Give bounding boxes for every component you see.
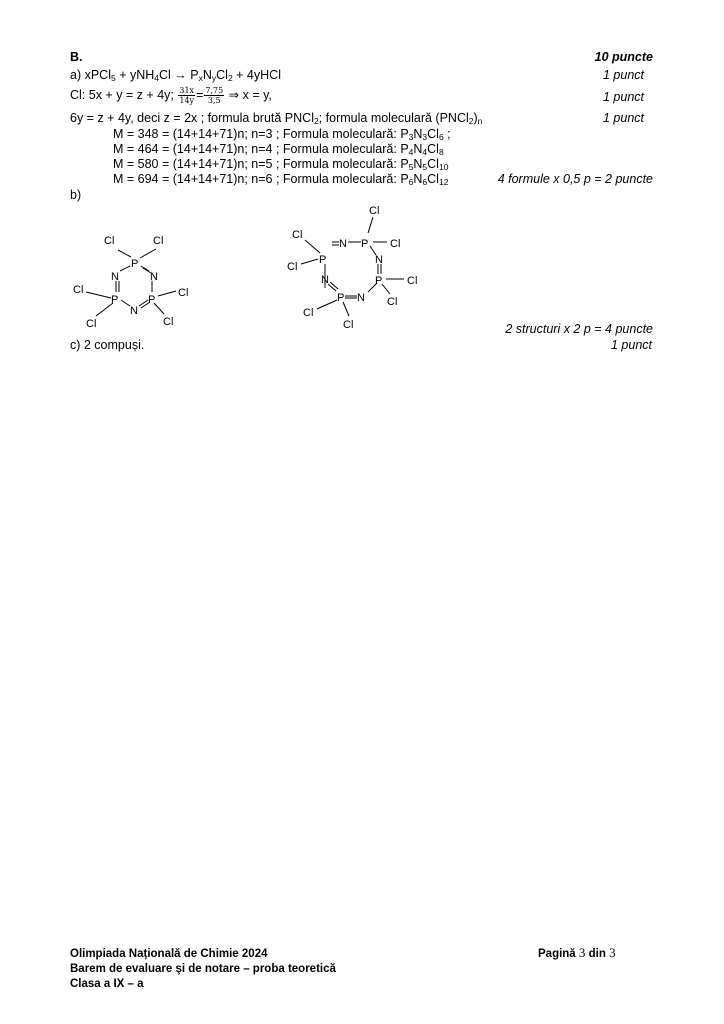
tetramer-cl-3: Cl (390, 238, 401, 250)
part-b-label: b) (70, 188, 82, 202)
score-formulas: 4 formule x 0,5 p = 2 puncte (497, 172, 653, 186)
reaction-equation: a) xPCl$_5$ + $yNH_4Cl \to P_xN_yCl_2$ + 4yHCl (70, 68, 281, 83)
tetramer-cl-8: Cl (343, 319, 354, 331)
molecular-formula-n6: M = 694 = (14+14+71)n; n=6 ; Formula moleculară: $P_6N_6Cl_{12}$ (113, 172, 449, 187)
trimer-p-right: P (148, 294, 156, 306)
chlorine-balance: Cl: 5x + y = z + 4y; $\frac{31x}{14y}$ = $\frac{7,75}{3,5}$ ⇒ x = y, (70, 86, 272, 106)
trimer-cl-3: Cl (73, 284, 84, 296)
trimer-cl-2: Cl (153, 235, 164, 247)
tetramer-n-top: N (339, 238, 347, 250)
trimer-cl-1: Cl (104, 235, 115, 247)
score-c: 1 punct (610, 338, 652, 352)
score-a3: 1 punct (602, 111, 644, 125)
tetramer-p-top: P (361, 238, 369, 250)
structure-trimer (60, 222, 210, 334)
tetramer-p-left: P (319, 254, 327, 266)
score-a2: 1 punct (602, 90, 644, 104)
footer-olympiad: Olimpiada Națională de Chimie 2024 (70, 948, 268, 960)
fraction-31x-14y: $\frac{31x}{14y}$ (179, 86, 195, 106)
trimer-p-top: P (131, 258, 139, 270)
trimer-p-left: P (111, 294, 119, 306)
footer-grade: Clasa a IX – a (70, 978, 144, 990)
molecular-formula-n3: M = 348 = (14+14+71)n; n=3 ; Formula moleculară: $P_3N_3Cl_6$ ; (113, 127, 451, 142)
score-structures: 2 structuri x 2 p = 4 puncte (505, 322, 653, 336)
tetramer-cl-1: Cl (369, 205, 380, 217)
tetramer-p-bottom: P (337, 292, 345, 304)
trimer-cl-4: Cl (178, 287, 189, 299)
tetramer-cl-6: Cl (387, 296, 398, 308)
trimer-n-bottom: N (130, 305, 138, 317)
trimer-cl-6: Cl (163, 316, 174, 328)
raw-formula-line: 6y = z + 4y, deci z = 2x ; formula brută PNCl$_2$; formula moleculară $(PNCl_2)_n$ (70, 111, 483, 126)
tetramer-cl-5: Cl (407, 275, 418, 287)
fraction-775-35: $\frac{7,75}{3,5}$ (205, 86, 224, 106)
tetramer-cl-7: Cl (303, 307, 314, 319)
trimer-n-left: N (111, 271, 119, 283)
tetramer-cl-4: Cl (287, 261, 298, 273)
tetramer-cl-2: Cl (292, 229, 303, 241)
page-number: Pagină 3 din 3 (538, 945, 616, 960)
tetramer-n-right: N (375, 254, 383, 266)
section-label: B. (70, 50, 83, 64)
molecular-formula-n5: M = 580 = (14+14+71)n; n=5 ; Formula moleculară: $P_5N_5Cl_{10}$ (113, 157, 449, 172)
tetramer-n-left: N (321, 274, 329, 286)
trimer-cl-5: Cl (86, 318, 97, 330)
part-c-answer: c) 2 compuși. (70, 338, 145, 352)
footer-scoring-guide: Barem de evaluare şi de notare – proba teoretică (70, 963, 336, 975)
trimer-n-right: N (150, 271, 158, 283)
score-a1: 1 punct (602, 68, 644, 82)
section-total-points: 10 puncte (594, 50, 653, 64)
molecular-formula-n4: M = 464 = (14+14+71)n; n=4 ; Formula moleculară: $P_4N_4Cl_8$ (113, 142, 444, 157)
tetramer-n-bottom: N (357, 292, 365, 304)
structure-tetramer (280, 198, 430, 334)
tetramer-p-right: P (375, 275, 383, 287)
